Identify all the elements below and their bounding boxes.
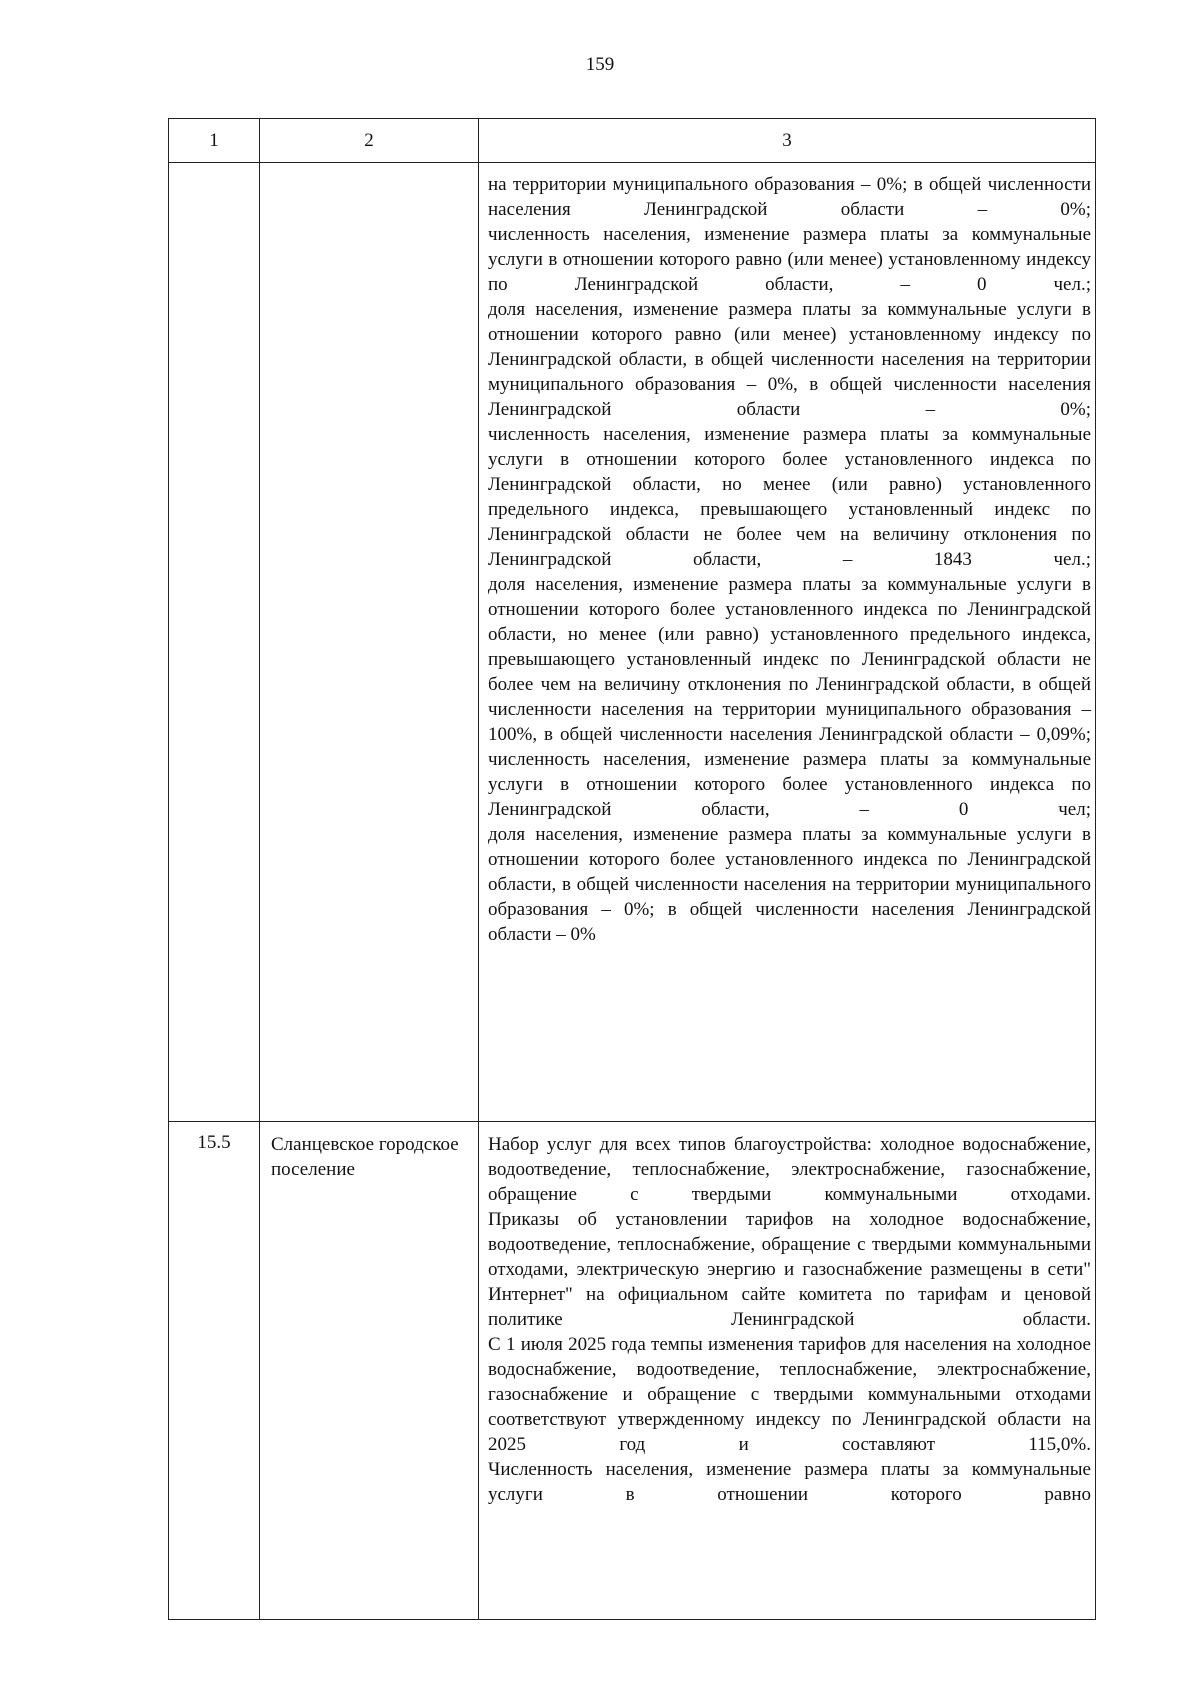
row-number bbox=[169, 163, 260, 1122]
paragraph: численность населения, изменение размера платы за коммунальные услуги в отношении которого равно (или менее) установленному индексу по Ленинградской области, – 0 чел.; bbox=[488, 224, 1091, 295]
header-cell-1: 1 bbox=[169, 119, 260, 163]
paragraph: доля населения, изменение размера платы за коммунальные услуги в отношении которого более установленного индекса по Ленинградской области, в общей численности населения на территории муниципального образования – 0%; в общей численности населения Ленинградской области – 0% bbox=[488, 824, 1091, 945]
paragraph: С 1 июля 2025 года темпы изменения тарифов для населения на холодное водоснабжение, водоотведение, теплоснабжение, электроснабжение, газоснабжение и обращение с твердыми коммунальными отходами соответствуют утвержденному индексу по Ленинградской области на 2025 год и составляют 115,0%. bbox=[488, 1334, 1091, 1455]
paragraph: доля населения, изменение размера платы за коммунальные услуги в отношении которого равно (или менее) установленному индексу по Ленинградской области, в общей численности населения на территории муниципального образования – 0%, в общей численности населения Ленинградской области – 0%; bbox=[488, 299, 1091, 420]
row-description bbox=[479, 163, 1096, 1122]
paragraph: доля населения, изменение размера платы за коммунальные услуги в отношении которого более установленного индекса по Ленинградской области, но менее (или равно) установленного предельного индекса, превышающего установленный индекс по Ленинградской области не более чем на величину отклонения по Ленинградской области, в общей численности населения на территории муниципального образования – 100%, в общей численности населения Ленинградской области – 0,09%; bbox=[488, 574, 1091, 745]
settlement-name bbox=[260, 163, 479, 1122]
table-row bbox=[169, 163, 1096, 1122]
tariff-table bbox=[168, 118, 1096, 1620]
row-description bbox=[479, 1122, 1096, 1620]
header-cell-2: 2 bbox=[260, 119, 479, 163]
header-cell-3: 3 bbox=[479, 119, 1096, 163]
paragraph: на территории муниципального образования – 0%; в общей численности населения Ленинградской области – 0%; bbox=[488, 174, 1091, 220]
page-number: 159 bbox=[585, 54, 615, 75]
row-number: 15.5 bbox=[169, 1122, 260, 1620]
paragraph: численность населения, изменение размера платы за коммунальные услуги в отношении которого более установленного индекса по Ленинградской области, – 0 чел; bbox=[488, 749, 1091, 820]
paragraph: Набор услуг для всех типов благоустройства: холодное водоснабжение, водоотведение, теплоснабжение, электроснабжение, газоснабжение, обращение с твердыми коммунальными отходами. bbox=[488, 1134, 1091, 1205]
table-header-row bbox=[169, 119, 1096, 163]
paragraph: Приказы об установлении тарифов на холодное водоснабжение, водоотведение, теплоснабжение, обращение с твердыми коммунальными отходами, электрическую энергию и газоснабжение размещены в сети" Интернет" на официальном сайте комитета по тарифам и ценовой политике Ленинградской области. bbox=[488, 1209, 1091, 1330]
table-row bbox=[169, 1122, 1096, 1620]
paragraph: численность населения, изменение размера платы за коммунальные услуги в отношении которого более установленного индекса по Ленинградской области, но менее (или равно) установленного предельного индекса, превышающего установленный индекс по Ленинградской области не более чем на величину отклонения по Ленинградской области, – 1843 чел.; bbox=[488, 424, 1091, 570]
settlement-name: Сланцевское городское поселение bbox=[260, 1122, 479, 1620]
paragraph: Численность населения, изменение размера платы за коммунальные услуги в отношении которого равно bbox=[488, 1459, 1091, 1505]
